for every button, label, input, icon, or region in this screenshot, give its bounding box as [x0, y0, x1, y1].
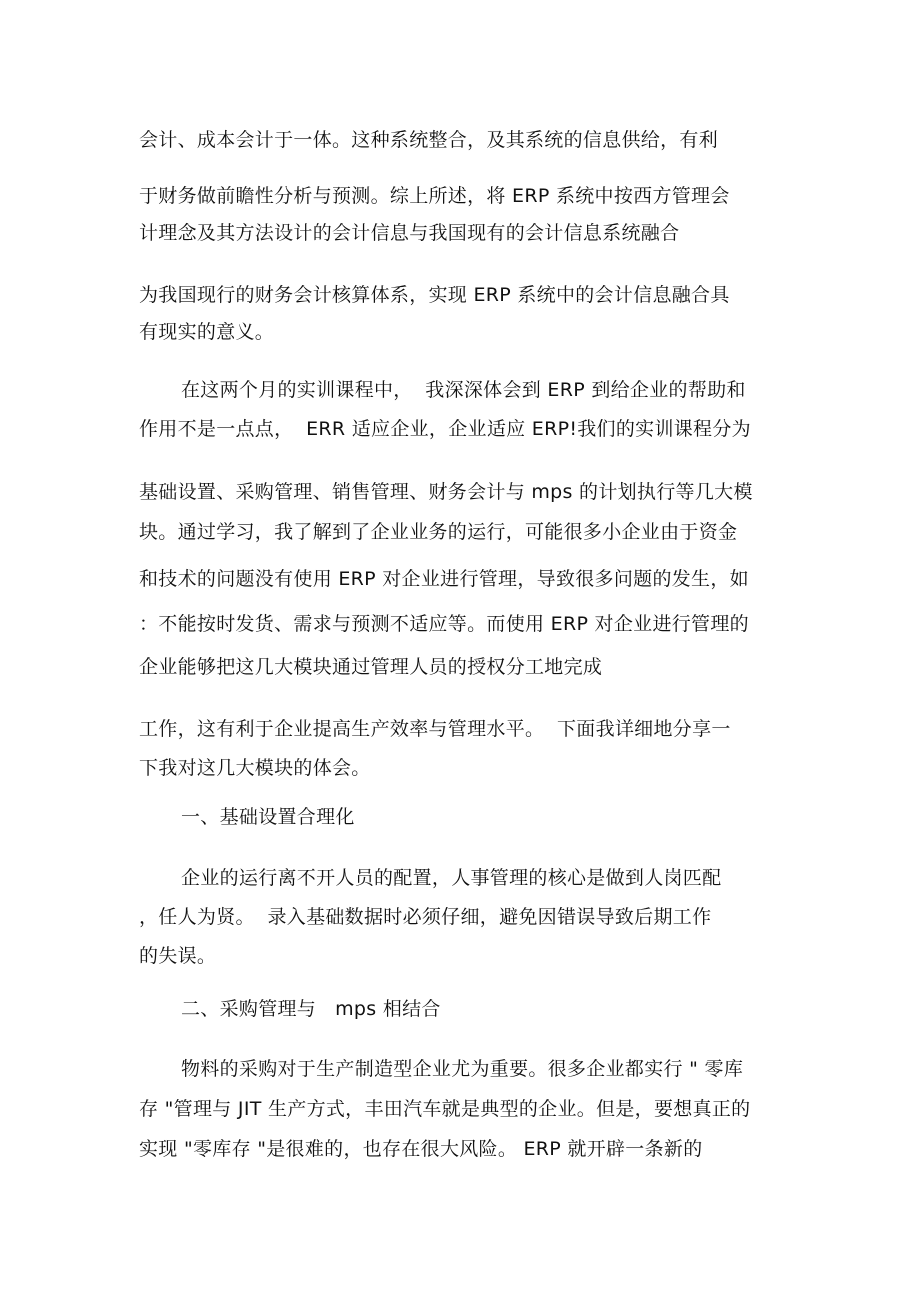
text-line: 物料的采购对于生产制造型企业尤为重要。很多企业都实行 " 零库 — [181, 1058, 744, 1080]
text-line: 和技术的问题没有使用 ERP 对企业进行管理，导致很多问题的发生，如 — [139, 568, 749, 590]
text-line: 会计、成本会计于一体。这种系统整合，及其系统的信息供给，有利 — [139, 129, 719, 151]
text-line: 的失误。 — [139, 945, 217, 967]
text-line: 存 "管理与 JIT 生产方式，丰田汽车就是典型的企业。但是，要想真正的 — [139, 1098, 751, 1120]
text-line: ，任人为贤。 录入基础数据时必须仔细，避免因错误导致后期工作 — [139, 906, 712, 928]
text-line: 块。通过学习，我了解到了企业业务的运行，可能很多小企业由于资金 — [139, 521, 738, 543]
text-line: 下我对这几大模块的体会。 — [139, 757, 371, 779]
text-line: 企业的运行离不开人员的配置，人事管理的核心是做到人岗匹配 — [181, 867, 722, 889]
section-heading: 一、基础设置合理化 — [181, 806, 355, 828]
section-heading: 二、采购管理与 mps 相结合 — [181, 998, 441, 1020]
text-line: 工作，这有利于企业提高生产效率与管理水平。 下面我详细地分享一 — [139, 718, 731, 740]
text-line: 基础设置、采购管理、销售管理、财务会计与 mps 的计划执行等几大模 — [139, 481, 753, 503]
text-line: 为我国现行的财务会计核算体系，实现 ERP 系统中的会计信息融合具 — [139, 284, 730, 306]
text-line: 于财务做前瞻性分析与预测。综上所述，将 ERP 系统中按西方管理会 — [139, 185, 730, 207]
text-line: 作用不是一点点， ERR 适应企业，企业适应 ERP!我们的实训课程分为 — [139, 418, 751, 440]
text-line: 实现 "零库存 "是很难的，也存在很大风险。 ERP 就开辟一条新的 — [139, 1138, 703, 1160]
text-line: 有现实的意义。 — [139, 321, 275, 343]
text-line: 企业能够把这几大模块通过管理人员的授权分工地完成 — [139, 656, 603, 678]
text-line: 计理念及其方法设计的会计信息与我国现有的会计信息系统融合 — [139, 222, 680, 244]
text-line: 在这两个月的实训课程中， 我深深体会到 ERP 到给企业的帮助和 — [181, 379, 746, 401]
text-line: ：不能按时发货、需求与预测不适应等。而使用 ERP 对企业进行管理的 — [139, 613, 749, 635]
